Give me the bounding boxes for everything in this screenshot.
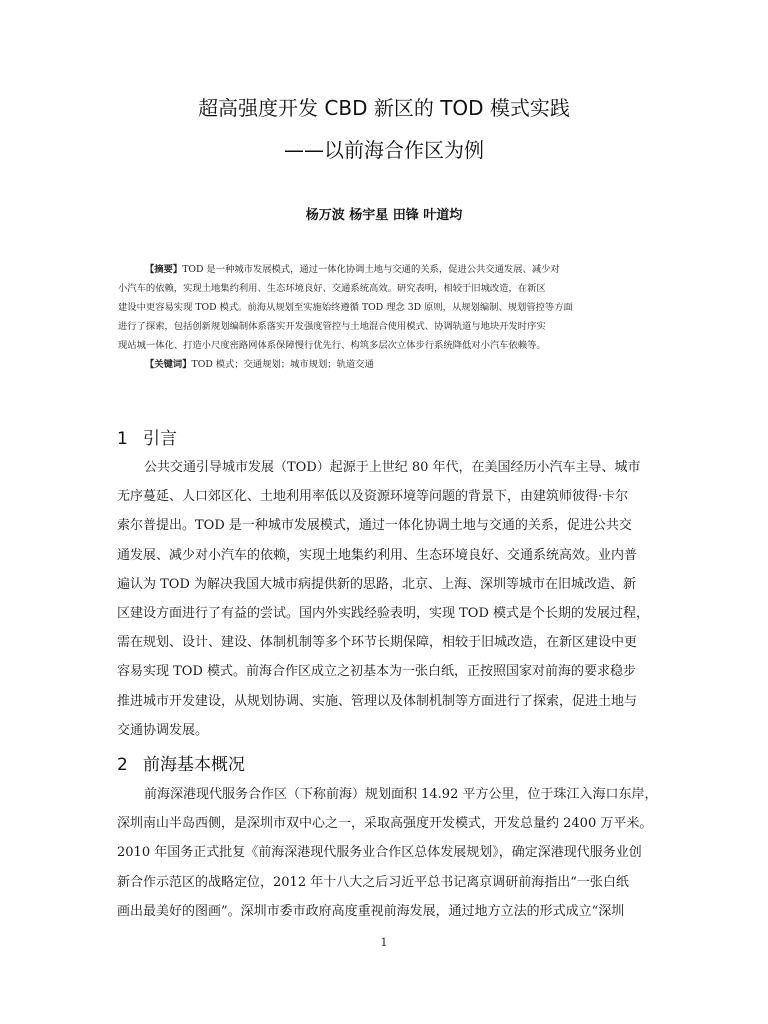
keywords-text: TOD 模式；交通规划；城市规划；轨道交通 xyxy=(191,359,374,370)
abstract-line: 小汽车的依赖，实现土地集约利用、生态环境良好、交通系统高效。研究表明，相较于旧城改造，在新区 xyxy=(118,283,546,294)
paragraph-line: 前海深港现代服务合作区（下称前海）规划面积 14.92 平方公里，位于珠江入海口东岸， xyxy=(144,787,657,802)
paragraph-line: 画出最美好的图画”。深圳市委市政府高度重视前海发展，通过地方立法的形式成立“深圳 xyxy=(117,903,625,919)
paragraph-line: 推进城市开发建设，从规划协调、实施、管理以及体制机制等方面进行了探索，促进土地与 xyxy=(117,693,638,709)
section-heading-overview xyxy=(117,750,245,775)
abstract-label: 【摘要】 xyxy=(145,264,183,275)
page-number: 1 xyxy=(380,936,388,949)
paper-title-line1: 超高强度开发 CBD 新区的 TOD 模式实践 xyxy=(198,96,570,120)
paragraph-line: 无序蔓延、人口郊区化、土地利用率低以及资源环境等问题的背景下，由建筑师彼得·卡尔 xyxy=(117,489,629,505)
section-body-overview xyxy=(117,780,657,926)
section-title: 引言 xyxy=(143,429,177,449)
paragraph-line: 容易实现 TOD 模式。前海合作区成立之初基本为一张白纸，正按照国家对前海的要求稳步 xyxy=(117,664,637,680)
section-body-introduction xyxy=(117,453,657,745)
paragraph-line: 区建设方面进行了有益的尝试。国内外实践经验表明，实现 TOD 模式是个长期的发展过程， xyxy=(117,605,650,621)
paragraph-line: 新合作示范区的战略定位，2012 年十八大之后习近平总书记离京调研前海指出“一张白纸 xyxy=(117,874,629,890)
keywords-label: 【关键词】 xyxy=(145,359,192,370)
paper-title-line2: ——以前海合作区为例 xyxy=(284,138,484,162)
abstract-text: TOD 是一种城市发展模式，通过一体化协调土地与交通的关系，促进公共交通发展、减少对 xyxy=(182,264,560,275)
abstract-line: 现站城一体化、打造小尺度密路网体系保障慢行优先行、构筑多层次立体步行系统降低对小汽车依赖等。 xyxy=(118,340,546,351)
paragraph-line: 需在规划、设计、建设、体制机制等多个环节长期保障，相较于旧城改造，在新区建设中更 xyxy=(117,635,638,651)
paragraph-line: 通发展、减少对小汽车的依赖，实现土地集约利用、生态环境良好、交通系统高效。业内普 xyxy=(117,547,638,563)
paragraph-line: 交通协调发展。 xyxy=(117,722,209,738)
paragraph-line: 2010 年国务正式批复《前海深港现代服务业合作区总体发展规划》，确定深港现代服务业创 xyxy=(117,845,642,861)
section-heading-introduction xyxy=(117,424,177,449)
section-number: 1 xyxy=(117,429,128,449)
keywords-line xyxy=(118,355,658,374)
abstract-line: 进行了探索，包括创新规划编制体系落实开发强度管控与土地混合使用模式、协调轨道与地块开发时序实 xyxy=(118,321,546,332)
section-title: 前海基本概况 xyxy=(143,755,245,775)
section-number: 2 xyxy=(117,755,128,775)
paragraph-line: 索尔普提出。TOD 是一种城市发展模式，通过一体化协调土地与交通的关系，促进公共交 xyxy=(117,518,632,534)
abstract-line xyxy=(118,260,658,279)
abstract-line: 建设中更容易实现 TOD 模式。前海从规划至实施始终遵循 TOD 理念 3D 原则，从规划编制、规划管控等方面 xyxy=(118,302,573,313)
paragraph-line: 深圳南山半岛西侧，是深圳市双中心之一，采取高强度开发模式，开发总量约 2400 万平米。 xyxy=(117,816,653,832)
author-list: 杨万波 杨宇星 田锋 叶道均 xyxy=(305,208,463,223)
paragraph-line: 遍认为 TOD 为解决我国大城市病提供新的思路，北京、上海、深圳等城市在旧城改造、新 xyxy=(117,576,637,592)
abstract xyxy=(118,260,658,374)
paragraph-line: 公共交通引导城市发展（TOD）起源于上世纪 80 年代，在美国经历小汽车主导、城市 xyxy=(144,460,641,475)
